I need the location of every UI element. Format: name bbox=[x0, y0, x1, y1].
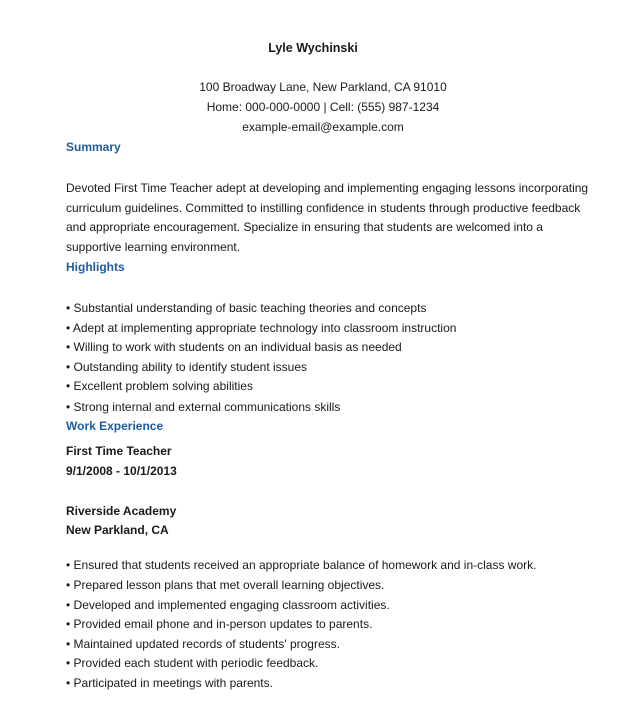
address-line: 100 Broadway Lane, New Parkland, CA 91010 bbox=[199, 80, 447, 94]
work-experience-heading: Work Experience bbox=[66, 419, 164, 433]
duty-item: • Developed and implemented engaging classroom activities. bbox=[66, 598, 390, 612]
duty-item: • Prepared lesson plans that met overall learning objectives. bbox=[66, 578, 385, 592]
duty-item: • Participated in meetings with parents. bbox=[66, 676, 273, 690]
job-dates: 9/1/2008 - 10/1/2013 bbox=[66, 464, 177, 478]
summary-line: supportive learning environment. bbox=[66, 240, 241, 254]
employer-location: New Parkland, CA bbox=[66, 523, 169, 537]
phone-line: Home: 000-000-0000 | Cell: (555) 987-1234 bbox=[206, 100, 440, 114]
applicant-name: Lyle Wychinski bbox=[268, 41, 358, 55]
email-line: example-email@example.com bbox=[242, 120, 404, 134]
highlights-heading: Highlights bbox=[66, 260, 125, 274]
highlight-item: • Outstanding ability to identify student issues bbox=[66, 360, 308, 374]
summary-line: and appropriate encouragement. Specialize in ensuring that students are welcomed into a bbox=[66, 220, 543, 234]
highlight-item: • Substantial understanding of basic teaching theories and concepts bbox=[66, 301, 427, 315]
duty-item: • Ensured that students received an appropriate balance of homework and in-class work. bbox=[66, 558, 537, 572]
employer-name: Riverside Academy bbox=[66, 504, 177, 518]
highlight-item: • Adept at implementing appropriate technology into classroom instruction bbox=[66, 321, 457, 335]
duty-item: • Provided email phone and in-person updates to parents. bbox=[66, 617, 373, 631]
highlight-item: • Excellent problem solving abilities bbox=[66, 379, 253, 393]
highlight-item: • Strong internal and external communications skills bbox=[66, 400, 341, 414]
job-title: First Time Teacher bbox=[66, 444, 172, 458]
duty-item: • Provided each student with periodic feedback. bbox=[66, 656, 319, 670]
summary-line: curriculum guidelines. Committed to instilling confidence in students through productive feedback bbox=[66, 201, 581, 215]
summary-line: Devoted First Time Teacher adept at developing and implementing engaging lessons incorporating bbox=[66, 181, 589, 195]
summary-heading: Summary bbox=[66, 140, 121, 154]
highlight-item: • Willing to work with students on an individual basis as needed bbox=[66, 340, 402, 354]
duty-item: • Maintained updated records of students' progress. bbox=[66, 637, 340, 651]
